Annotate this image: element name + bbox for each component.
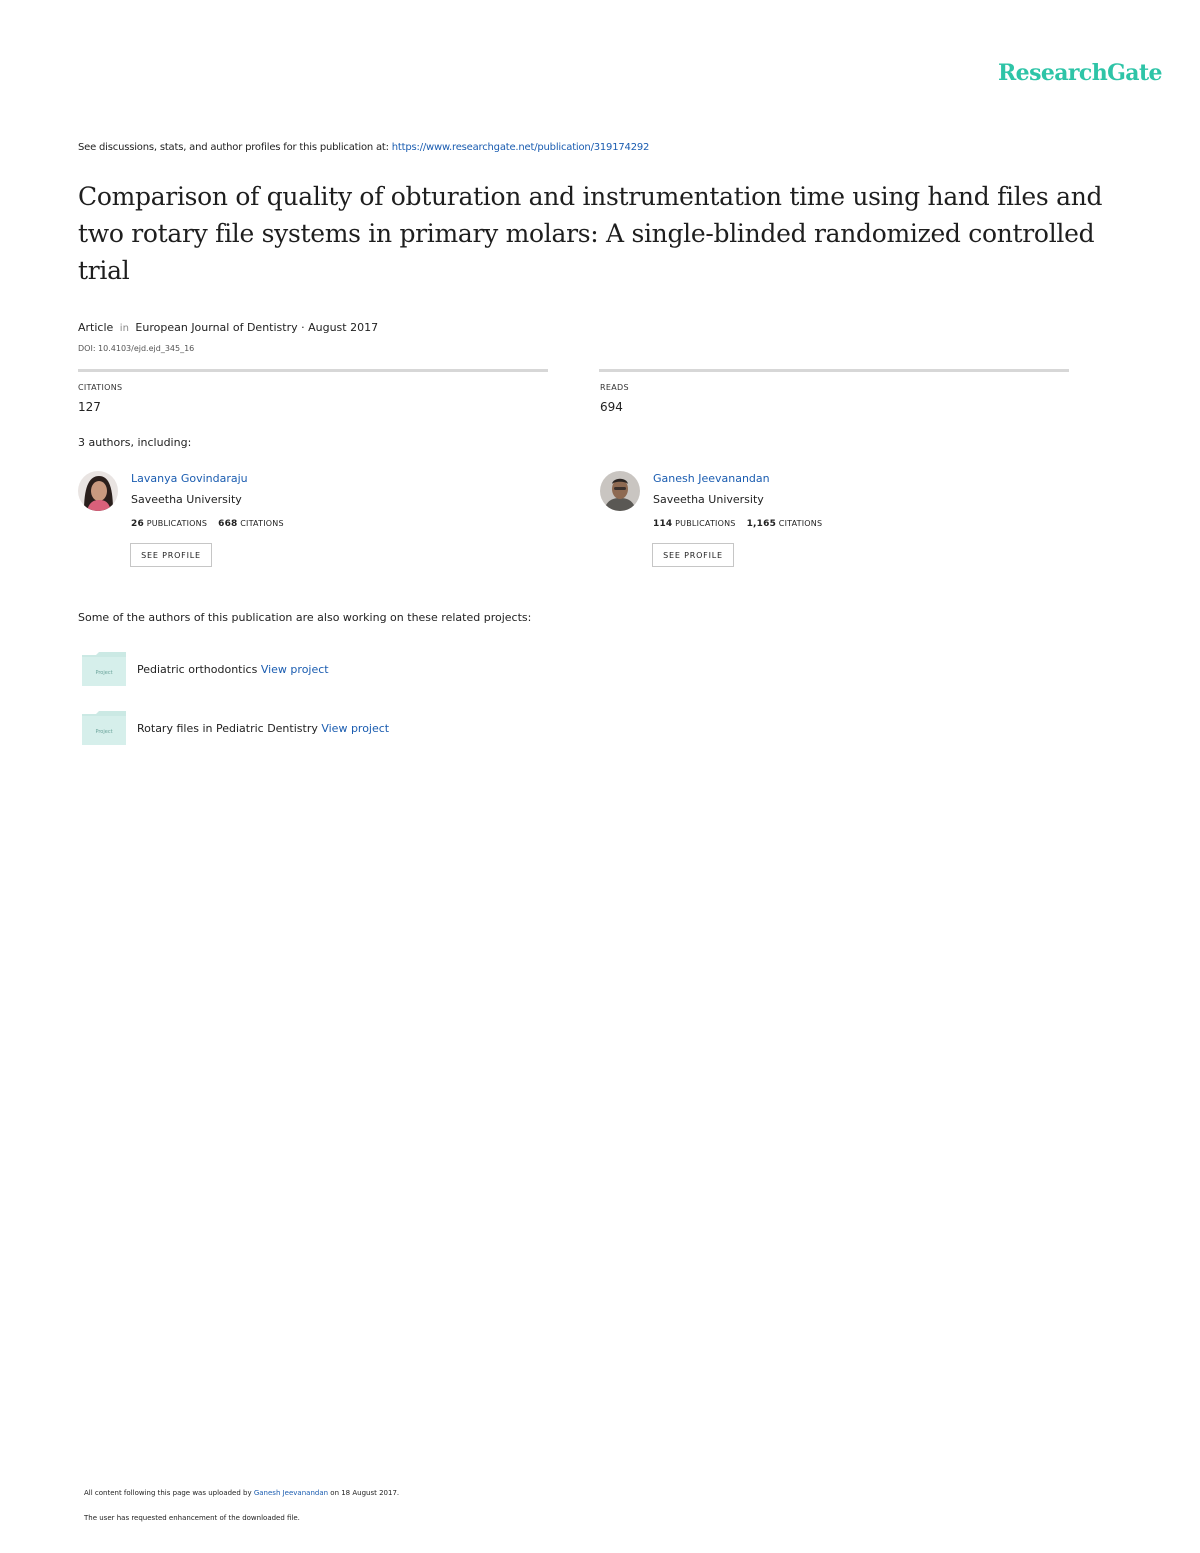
article-icon: in xyxy=(119,323,129,334)
publication-title: Comparison of quality of obturation and instrumentation time using hand files and two rotary file systems in primary molars: A single-blinded randomized controlled trial xyxy=(78,182,1103,285)
publication-doi: DOI: 10.4103/ejd.ejd_345_16 xyxy=(78,344,195,353)
project-item xyxy=(137,722,389,735)
author-name-link[interactable]: Lavanya Govindaraju xyxy=(131,472,248,485)
intro-text: See discussions, stats, and author profiles for this publication at: xyxy=(78,142,392,153)
author-citations-label: CITATIONS xyxy=(240,519,284,528)
project-name: Pediatric orthodontics xyxy=(137,663,261,676)
reads-label: READS xyxy=(600,383,629,392)
author-citations-count: 668 xyxy=(218,519,238,529)
view-project-link[interactable]: View project xyxy=(260,663,329,676)
author-publications-label: PUBLICATIONS xyxy=(146,519,208,528)
uploader-link[interactable]: Ganesh Jeevanandan xyxy=(253,1489,329,1497)
view-project-link[interactable]: View project xyxy=(321,722,390,735)
project-icon-label: Project xyxy=(95,670,113,676)
author-stats xyxy=(653,519,822,529)
author-citations-count: 1,165 xyxy=(746,519,777,529)
publication-url-link[interactable]: https://www.researchgate.net/publication/319174292 xyxy=(391,142,650,153)
publication-meta xyxy=(78,321,378,334)
authors-heading: 3 authors, including: xyxy=(78,436,192,449)
author-avatar-image xyxy=(78,471,118,511)
folder-icon xyxy=(82,652,126,686)
reads-value: 694 xyxy=(600,400,623,414)
author-publications-count: 26 xyxy=(131,519,144,529)
author-citations-label: CITATIONS xyxy=(778,519,823,528)
author-stats xyxy=(131,519,284,529)
citations-label: CITATIONS xyxy=(78,383,123,392)
author-publications-count: 114 xyxy=(653,519,673,529)
author-institution: Saveetha University xyxy=(653,493,764,506)
footer-upload-note xyxy=(84,1489,399,1497)
folder-icon xyxy=(82,711,126,745)
intro-line xyxy=(78,142,649,153)
publication-type: Article xyxy=(78,321,114,334)
footer-uploaded-suffix: on 18 August 2017. xyxy=(328,1489,400,1497)
author-avatar[interactable] xyxy=(78,471,118,511)
project-icon-label: Project xyxy=(95,729,113,735)
author-avatar-image xyxy=(600,471,640,511)
footer-enhancement-note: The user has requested enhancement of the downloaded file. xyxy=(84,1514,300,1522)
citations-divider xyxy=(78,369,548,372)
author-institution: Saveetha University xyxy=(131,493,242,506)
projects-heading: Some of the authors of this publication are also working on these related projects: xyxy=(78,611,532,624)
footer-uploaded-prefix: All content following this page was uploaded by xyxy=(84,1489,254,1497)
project-name: Rotary files in Pediatric Dentistry xyxy=(137,722,322,735)
researchgate-logo[interactable]: ResearchGate xyxy=(998,60,1162,86)
publication-venue: European Journal of Dentistry · August 2017 xyxy=(135,321,379,334)
author-publications-label: PUBLICATIONS xyxy=(675,519,736,528)
project-item xyxy=(137,663,329,676)
see-profile-button[interactable]: SEE PROFILE xyxy=(652,543,734,567)
author-avatar[interactable] xyxy=(600,471,640,511)
reads-divider xyxy=(599,369,1069,372)
citations-value: 127 xyxy=(78,400,101,414)
see-profile-button[interactable]: SEE PROFILE xyxy=(130,543,212,567)
author-name-link[interactable]: Ganesh Jeevanandan xyxy=(653,472,770,485)
